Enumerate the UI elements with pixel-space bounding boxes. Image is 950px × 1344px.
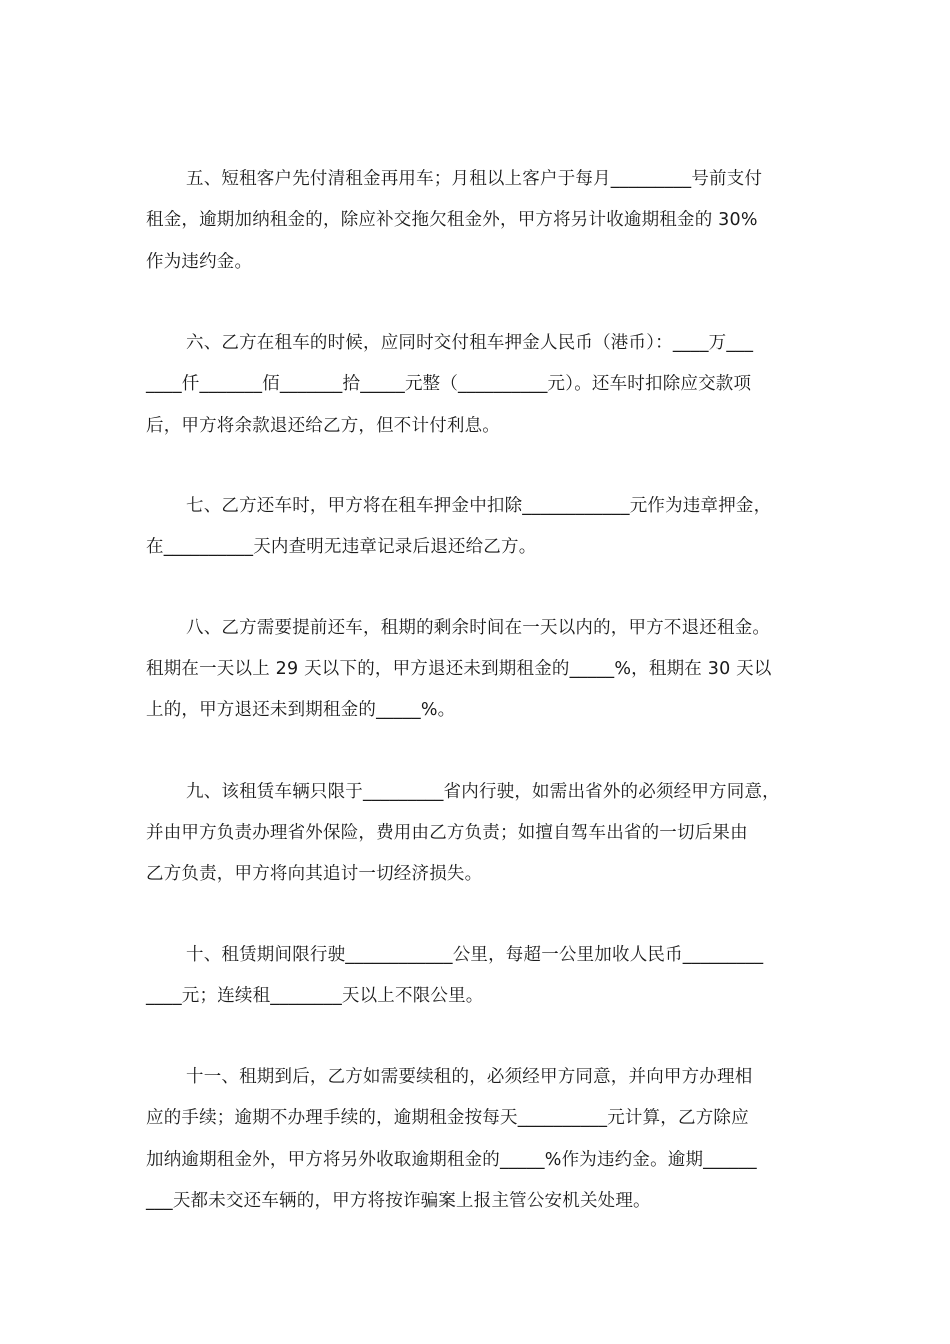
clause-9-line-3: 乙方负责，甲方将向其追讨一切经济损失。 <box>146 864 483 884</box>
clause-11-line-1: 十一、租期到后，乙方如需要续租的，必须经甲方同意，并向甲方办理相 <box>186 1067 753 1087</box>
clause-11-line-3: 加纳逾期租金外，甲方将另外收取逾期租金的_____%作为违约金。逾期______ <box>146 1150 757 1170</box>
clause-6-line-2: ____仟_______佰_______拾_____元整（__________元）。还车时扣除应交款项 <box>146 374 752 394</box>
clause-8-line-2: 租期在一天以上 29 天以下的，甲方退还未到期租金的_____%，租期在 30 天以 <box>146 659 772 679</box>
clause-5-line-3: 作为违约金。 <box>146 252 253 272</box>
clause-8-line-3: 上的，甲方退还未到期租金的_____%。 <box>146 700 456 720</box>
clause-8-line-1: 八、乙方需要提前还车，租期的剩余时间在一天以内的，甲方不退还租金。 <box>186 618 771 638</box>
clause-5-line-2: 租金，逾期加纳租金的，除应补交拖欠租金外，甲方将另计收逾期租金的 30% <box>146 210 758 230</box>
clause-11-line-2: 应的手续；逾期不办理手续的，逾期租金按每天__________元计算，乙方除应 <box>146 1108 749 1128</box>
clause-6-line-1: 六、乙方在租车的时候，应同时交付租车押金人民币（港币）：____万___ <box>186 333 754 353</box>
clause-7-line-1: 七、乙方还车时，甲方将在租车押金中扣除____________元作为违章押金， <box>186 496 772 516</box>
clause-9-line-1: 九、该租赁车辆只限于_________省内行驶，如需出省外的必须经甲方同意， <box>186 782 780 802</box>
clause-11-line-4: ___天都未交还车辆的，甲方将按诈骗案上报主管公安机关处理。 <box>146 1191 651 1211</box>
clause-10-line-2: ____元；连续租________天以上不限公里。 <box>146 986 484 1006</box>
clause-9-line-2: 并由甲方负责办理省外保险，费用由乙方负责；如擅自驾车出省的一切后果由 <box>146 823 748 843</box>
clause-6-line-3: 后，甲方将余款退还给乙方，但不计付利息。 <box>146 416 500 436</box>
clause-10-line-1: 十、租赁期间限行驶____________公里，每超一公里加收人民币_________ <box>186 945 764 965</box>
clause-7-line-2: 在__________天内查明无违章记录后退还给乙方。 <box>146 537 537 557</box>
clause-5-line-1: 五、短租客户先付清租金再用车；月租以上客户于每月_________号前支付 <box>186 169 763 189</box>
